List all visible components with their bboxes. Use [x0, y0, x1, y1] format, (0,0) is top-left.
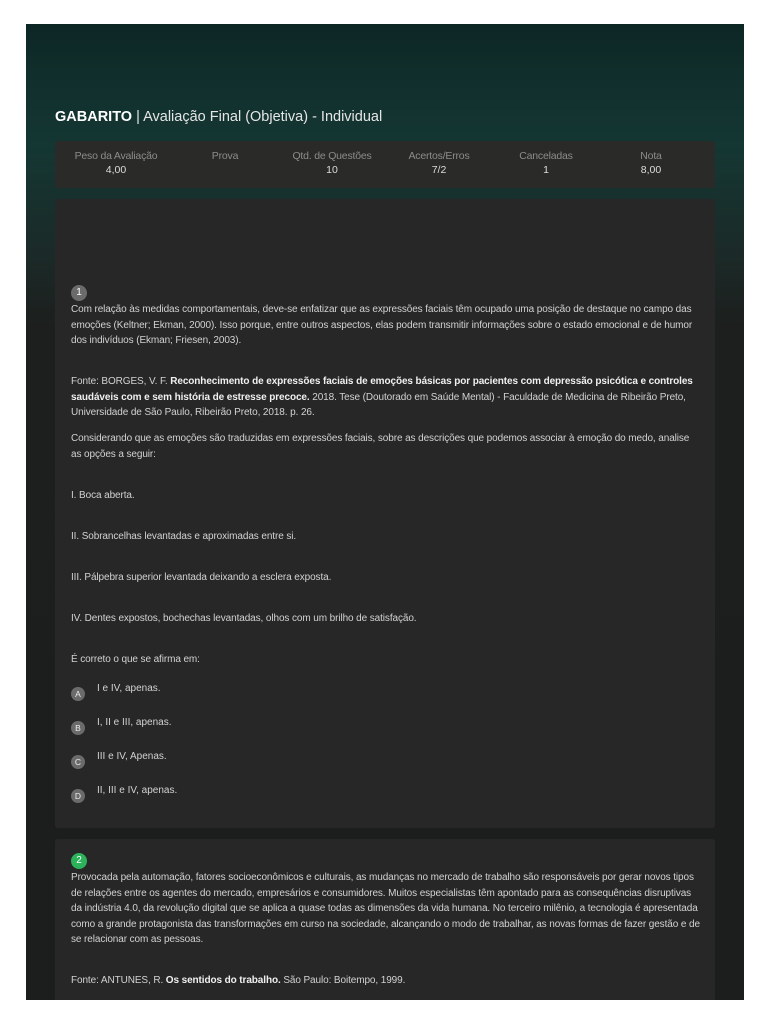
option-letter-badge: D	[71, 789, 85, 803]
option-text: I, II e III, apenas.	[97, 717, 172, 728]
question-number-badge: 1	[71, 285, 87, 301]
question-ask: É correto o que se afirma em:	[71, 654, 200, 665]
question-intro: Provocada pela automação, fatores socioeconômicos e culturais, as mudanças no mercado de trabalho são responsáveis por gerar novos tipos de relações entre os agentes do mercado, empresários e consumidores. Muitos especialistas têm apontado para as consequências disruptivas da indústria 4.0, da revolução digital que se aplica a quase todas as dimensões da vida humana. No terceiro milênio, a tecnologia é apresentada como a grande protagonista das transformações em curso na sociedade, alcançando o modo de trabalhar, as novas formas de fazer gestão e de se relacionar com as pessoas.	[71, 872, 700, 945]
summary-cancelled: Canceladas 1	[519, 150, 573, 176]
question-intro: Com relação às medidas comportamentais, deve-se enfatizar que as expressões faciais têm ocupado uma posição de destaque no campo das emoções (Keltner; Ekman, 2000). Isso porque, entre outros aspectos, elas podem transmitir informações sobre o estado emocional e de humor dos indivíduos (Ekman; Friesen, 2003).	[71, 304, 693, 346]
option-letter-badge: B	[71, 721, 85, 735]
evaluation-summary	[55, 141, 715, 188]
option-text: II, III e IV, apenas.	[97, 785, 178, 796]
question-card-2	[55, 839, 715, 1000]
summary-hits-misses: Acertos/Erros 7/2	[408, 150, 470, 176]
statement-1: I. Boca aberta.	[71, 490, 135, 501]
statement-2: II. Sobrancelhas levantadas e aproximadas entre si.	[71, 531, 297, 542]
summary-weight: Peso da Avaliação 4,00	[74, 150, 158, 176]
question-source: Fonte: BORGES, V. F. Reconhecimento de expressões faciais de emoções básicas por pacientes com depressão psicótica e controles saudáveis com e sem história de estresse precoce. 2018. Tese (Doutorado em Saúde Mental) - Faculdade de Medicina de Ribeirão Preto, Universidade de São Paulo, Ribeirão Preto, 2018. p. 26.	[71, 376, 693, 418]
option-letter-badge: C	[71, 755, 85, 769]
summary-question-count: Qtd. de Questões 10	[292, 150, 372, 176]
top-bar	[26, 24, 744, 84]
question-number-badge-correct: 2	[71, 853, 87, 869]
option-text: III e IV, Apenas.	[97, 751, 167, 762]
option-text: I e IV, apenas.	[97, 683, 161, 694]
summary-exam: Prova	[211, 150, 239, 162]
question-card-1	[55, 199, 715, 828]
question-prompt: Considerando que as emoções são traduzidas em expressões faciais, sobre as descrições que podemos associar à emoção do medo, analise as opções a seguir:	[71, 433, 690, 460]
page-title: GABARITO | Avaliação Final (Objetiva) - Individual	[55, 109, 383, 125]
statement-4: IV. Dentes expostos, bochechas levantadas, olhos com um brilho de satisfação.	[71, 613, 417, 624]
statement-3: III. Pálpebra superior levantada deixando a esclera exposta.	[71, 572, 332, 583]
question-source: Fonte: ANTUNES, R. Os sentidos do trabalho. São Paulo: Boitempo, 1999.	[71, 975, 406, 986]
page-frame	[26, 24, 744, 1000]
option-letter-badge: A	[71, 687, 85, 701]
summary-grade: Nota 8,00	[640, 150, 662, 176]
